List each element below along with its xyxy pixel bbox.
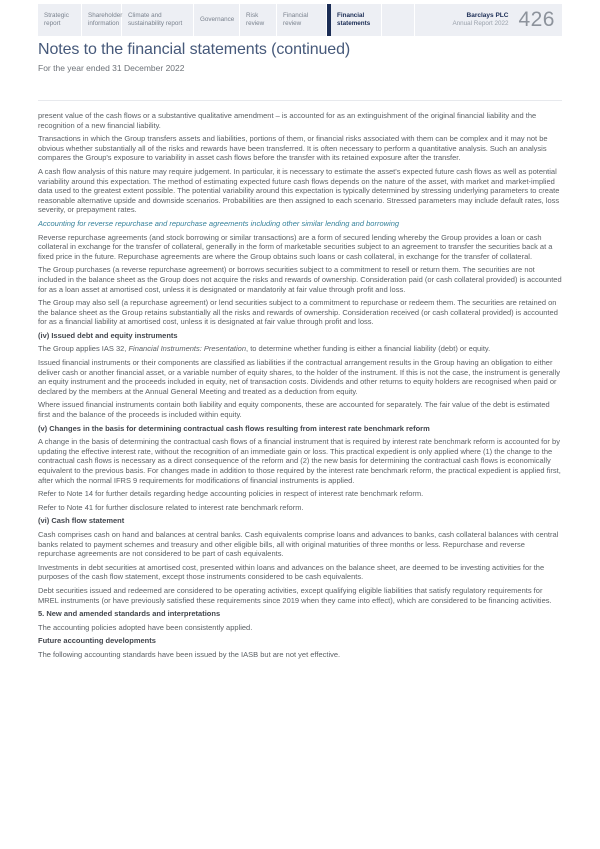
paragraph: A change in the basis of determining the contractual cash flows of a financial instrument that is required by interest rate benchmark reform is accounted for by updating the effective interest rate, without the recognition of an immediate gain or loss. This practical expedient is only applied where (1) the change to the contractual cash flows is necessary as a direct consequence of the reform and (2) the new basis for determining the contractual cash flows is economically equivalent to the previous basis. For changes made in addition to those required by the interest rate benchmark reform, the practical expedient is applied first, after which the normal IFRS 9 requirements for modifications of financial instruments is applied. bbox=[38, 437, 561, 485]
page-subtitle: For the year ended 31 December 2022 bbox=[38, 63, 185, 73]
paragraph: Reverse repurchase agreements (and stock borrowing or similar transactions) are a form of secured lending whereby the Group provides a loan or cash collateral in exchange for the transfer of collateral, generally in the form of marketable securities subject to an agreement to transfer the securities back at a fixed price in the future. Repurchase agreements are where the Group obtains such loans or cash collateral, in exchange for the transfer of collateral. bbox=[38, 232, 553, 261]
brand-report-year: Annual Report 2022 bbox=[452, 20, 509, 28]
section-divider bbox=[38, 100, 562, 101]
paragraph: Issued financial instruments or their components are classified as liabilities if the contractual arrangement results in the Group having an obligation to either deliver cash or another financial asset, or a variable number of equity shares, to the holder of the instrument. If this is not the case, the instrument is generally an equity instrument and the proceeds included in equity, net of transaction costs. Dividends and other returns to equity holders are recognised when paid or declared by the members at the Annual General Meeting and treated as a deduction from equity. bbox=[38, 358, 560, 396]
paragraph: The accounting policies adopted have been consistently applied. bbox=[38, 622, 253, 632]
paragraph: A cash flow analysis of this nature may require judgement. In particular, it is necessary to estimate the asset's expected future cash flows as well as potential variability around this expectation. The method of estimating expected future cash flows depends on the nature of the asset, with market and market-implied data used to the greatest extent possible. The potential variability around this expectation is typically determined by stressing underlying parameters to create reasonable alternative upside and downside scenarios. Probabilities are then assigned to each scenario. Stressed parameters may include default rates, loss severity, or prepayment rates. bbox=[38, 166, 560, 215]
heading-new-and-amended-standards: 5. New and amended standards and interpretations bbox=[38, 609, 221, 619]
paragraph: The Group purchases (a reverse repurchase agreement) or borrows securities subject to a commitment to resell or return them. The securities are not included in the balance sheet as the Group does not acquire the risks and rewards of ownership. Consideration paid (or cash collateral provided) is accounted for as a loan asset at amortised cost, unless it is designated or mandatorily at fair value through profit and loss. bbox=[38, 265, 562, 294]
italic-standard-name: Financial Instruments: Presentation bbox=[128, 344, 247, 354]
paragraph: Where issued financial instruments contain both liability and equity components, these are accounted for separately. The fair value of the debt is estimated first and the balance of the proceeds is included within equity. bbox=[38, 400, 550, 420]
paragraph-refer-note-41: Refer to Note 41 for further disclosure related to interest rate benchmark reform. bbox=[38, 502, 304, 512]
paragraph: The following accounting standards have been issued by the IASB but are not yet effective. bbox=[38, 649, 341, 659]
tab-financial-statements[interactable]: Financial statements bbox=[327, 4, 382, 36]
text-segment: The Group applies IAS 32, bbox=[38, 344, 129, 354]
tab-risk-review[interactable]: Risk review bbox=[240, 4, 277, 36]
paragraph: Investments in debt securities at amortised cost, presented within loans and advances on the balance sheet, are deemed to be investing activities for the purposes of the cash flow statement, except those instruments considered to be cash equivalents. bbox=[38, 562, 545, 582]
paragraph: Transactions in which the Group transfers assets and liabilities, portions of them, or financial risks associated with them can be complex and it may not be obvious whether substantially all of the risks and rewards have been transferred. It is often necessary to perform a quantitative analysis. Such an analysis compares the Group's exposure to variability in asset cash flows before the transfer with its retained exposure after the transfer. bbox=[38, 134, 548, 163]
tab-governance[interactable]: Governance bbox=[194, 4, 240, 36]
brand-cell bbox=[415, 4, 562, 36]
subheading-accounting-for-reverse-repurchase: Accounting for reverse repurchase and repurchase agreements including other similar lending and borrowing bbox=[38, 218, 400, 228]
text-segment: , to determine whether funding is either a financial liability (debt) or equity. bbox=[246, 344, 491, 354]
heading-future-accounting-developments: Future accounting developments bbox=[38, 636, 156, 646]
paragraph-refer-note-14: Refer to Note 14 for further details regarding hedge accounting policies in respect of interest rate benchmark reform. bbox=[38, 489, 424, 499]
heading-issued-debt-and-equity-instruments: (iv) Issued debt and equity instruments bbox=[38, 330, 178, 340]
heading-changes-in-basis-contractual-cash-flows: (v) Changes in the basis for determining contractual cash flows resulting from interest rate benchmark reform bbox=[38, 423, 430, 433]
paragraph bbox=[38, 344, 562, 354]
page-number: 426 bbox=[518, 8, 555, 31]
heading-cash-flow-statement: (vi) Cash flow statement bbox=[38, 516, 125, 526]
brand-name: Barclays PLC bbox=[466, 12, 509, 20]
page-title: Notes to the financial statements (continued) bbox=[38, 41, 351, 58]
tab-climate-and-sustainability-report[interactable]: Climate and sustainability report bbox=[122, 4, 194, 36]
top-navigation-bar bbox=[38, 4, 562, 36]
brand-block bbox=[452, 12, 508, 28]
paragraph: The Group may also sell (a repurchase agreement) or lend securities subject to a commitment to repurchase or redeem them. The securities are retained on the balance sheet as the Group retains substantially all the risks and rewards of ownership. Consideration received (or cash collateral provided) is accounted for as a financial liability at amortised cost, unless it is designated at fair value through profit and loss. bbox=[38, 298, 558, 327]
tab-shareholder-information[interactable]: Shareholder information bbox=[82, 4, 122, 36]
tab-strategic-report[interactable]: Strategic report bbox=[38, 4, 82, 36]
paragraph: Cash comprises cash on hand and balances at central banks. Cash equivalents comprise loans and advances to banks, cash collateral balances with central banks related to payment schemes and treasury and other eligible bills, all with original maturities of three months or less. Repurchase and reverse repurchase agreements are not considered to be part of cash equivalents. bbox=[38, 529, 559, 559]
paragraph: present value of the cash flows or a substantive qualitative amendment – is accounted for as an extinguishment of the original financial liability and the recognition of a new financial liability. bbox=[38, 111, 537, 130]
tab-financial-review[interactable]: Financial review bbox=[277, 4, 327, 36]
paragraph: Debt securities issued and redeemed are considered to be operating activities, except qualifying eligible liabilities that satisfy regulatory requirements for MREL instruments (or have previously satisfied these requirements since 2019 when they came into effect), which are considered to be financing activities. bbox=[38, 585, 552, 605]
notes-body bbox=[38, 111, 562, 664]
tab-spacer bbox=[382, 4, 415, 36]
